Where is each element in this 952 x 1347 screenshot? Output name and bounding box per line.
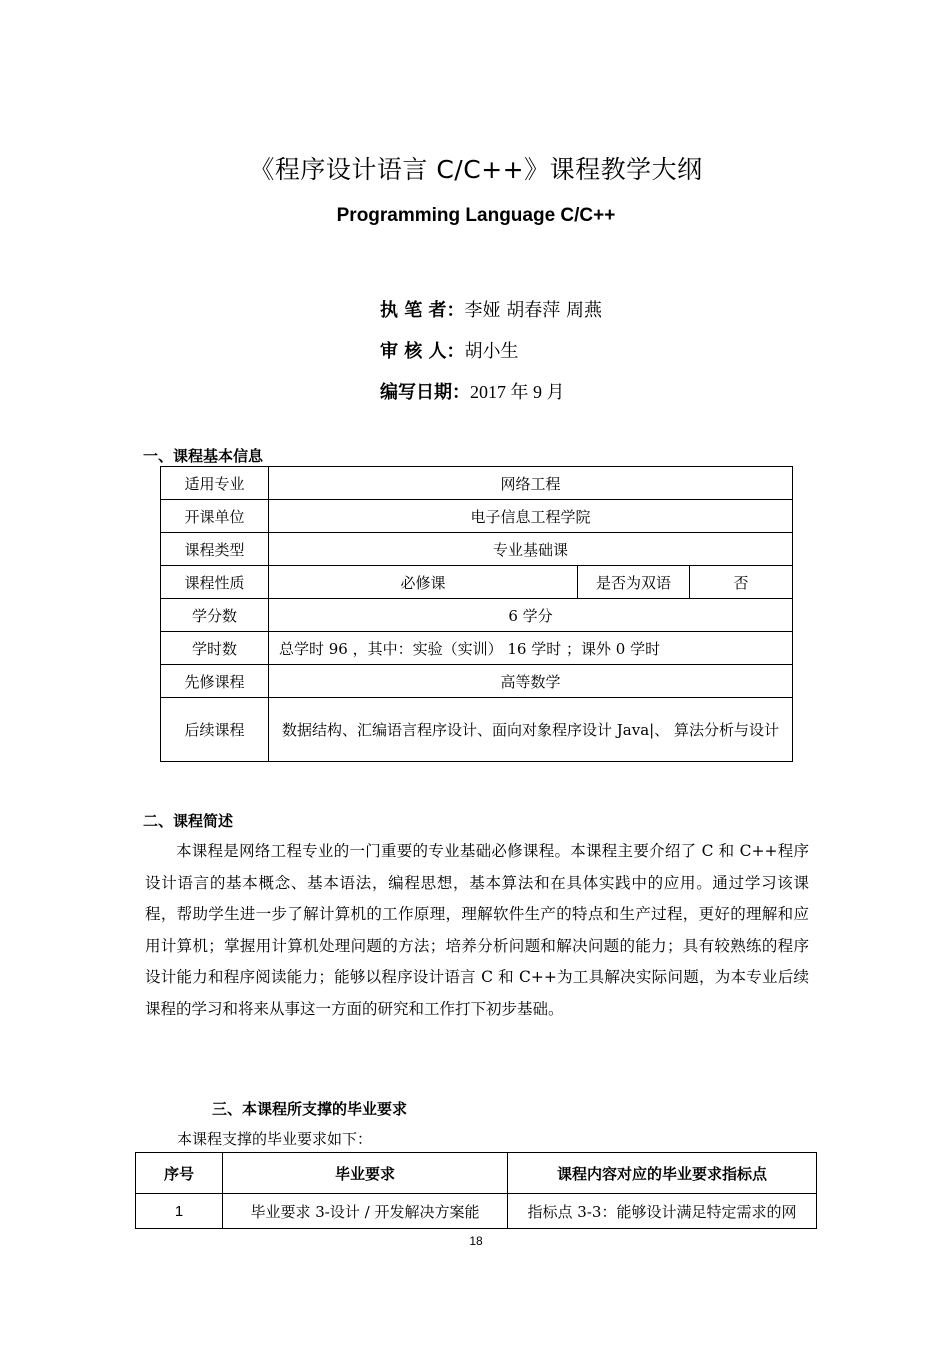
author-label: 执 笔 者：: [380, 300, 465, 321]
table-row: [136, 1194, 817, 1229]
table-row: [161, 533, 793, 566]
row-requirement: 毕业要求 3-设计 / 开发解决方案能: [223, 1194, 508, 1229]
section3-intro: 本课程支撑的毕业要求如下：: [177, 1130, 373, 1148]
page-title: 《程序设计语言 C/C++》课程教学大纲: [249, 155, 703, 184]
bilingual-value: 否: [690, 566, 793, 599]
row-indicator: 指标点 3-3：能够设计满足特定需求的网: [508, 1194, 817, 1229]
col-header-requirement: 毕业要求: [223, 1153, 508, 1194]
table-row: [161, 632, 793, 665]
section3-heading: 三、本课程所支撑的毕业要求: [212, 1100, 408, 1118]
table-row: [161, 500, 793, 533]
section1-heading: 一、课程基本信息: [143, 447, 264, 465]
date-label: 编写日期：: [380, 382, 470, 403]
reviewer-value: 胡小生: [464, 341, 519, 362]
bilingual-label: 是否为双语: [578, 566, 690, 599]
type-label: 课程类型: [161, 533, 269, 566]
nature-value: 必修课: [269, 566, 578, 599]
reviewer-label: 审 核 人：: [380, 341, 465, 362]
prereq-value: 高等数学: [269, 665, 793, 698]
hours-label: 学时数: [161, 632, 269, 665]
author-value: 李娅 胡春萍 周燕: [464, 300, 602, 321]
table-row: [161, 665, 793, 698]
col-header-indicator: 课程内容对应的毕业要求指标点: [508, 1153, 817, 1194]
followup-label: 后续课程: [161, 698, 269, 762]
table-row: [161, 698, 793, 762]
unit-label: 开课单位: [161, 500, 269, 533]
row-index: 1: [136, 1194, 223, 1229]
table-row: [161, 467, 793, 500]
table-header-row: [136, 1153, 817, 1194]
credit-value: 6 学分: [269, 599, 793, 632]
table-row: [161, 566, 793, 599]
unit-value: 电子信息工程学院: [269, 500, 793, 533]
col-header-index: 序号: [136, 1153, 223, 1194]
author-line: [380, 296, 602, 322]
course-summary-paragraph: 本课程是网络工程专业的一门重要的专业基础必修课程。本课程主要介绍了 C 和 C++程序设计语言的基本概念、基本语法，编程思想，基本算法和在具体实践中的应用。通过学习该课程，帮助学生进一步了解计算机的工作原理，理解软件生产的特点和生产过程，更好的理解和应用计算机；掌握用计算机处理问题的方法；培养分析问题和解决问题的能力；具有较熟练的程序设计能力和程序阅读能力；能够以程序设计语言 C 和 C++为工具解决实际问题，为本专业后续课程的学习和将来从事这一方面的研究和工作打下初步基础。: [145, 842, 809, 1018]
major-label: 适用专业: [161, 467, 269, 500]
prereq-label: 先修课程: [161, 665, 269, 698]
course-info-table: [160, 466, 793, 762]
table-row: [161, 599, 793, 632]
page-subtitle: Programming Language C/C++: [336, 205, 616, 226]
graduation-requirements-table: [135, 1152, 817, 1229]
type-value: 专业基础课: [269, 533, 793, 566]
page-number: 18: [469, 1234, 483, 1248]
nature-label: 课程性质: [161, 566, 269, 599]
date-value: 2017 年 9 月: [470, 382, 565, 402]
followup-value: 数据结构、汇编语言程序设计、面向对象程序设计 Java|、 算法分析与设计: [269, 698, 793, 762]
hours-value: 总学时 96 ，其中：实验（实训） 16 学时 ；课外 0 学时: [269, 632, 793, 665]
major-value: 网络工程: [269, 467, 793, 500]
section2-heading: 二、课程简述: [143, 812, 234, 830]
date-line: [380, 378, 565, 404]
reviewer-line: [380, 337, 519, 363]
credit-label: 学分数: [161, 599, 269, 632]
